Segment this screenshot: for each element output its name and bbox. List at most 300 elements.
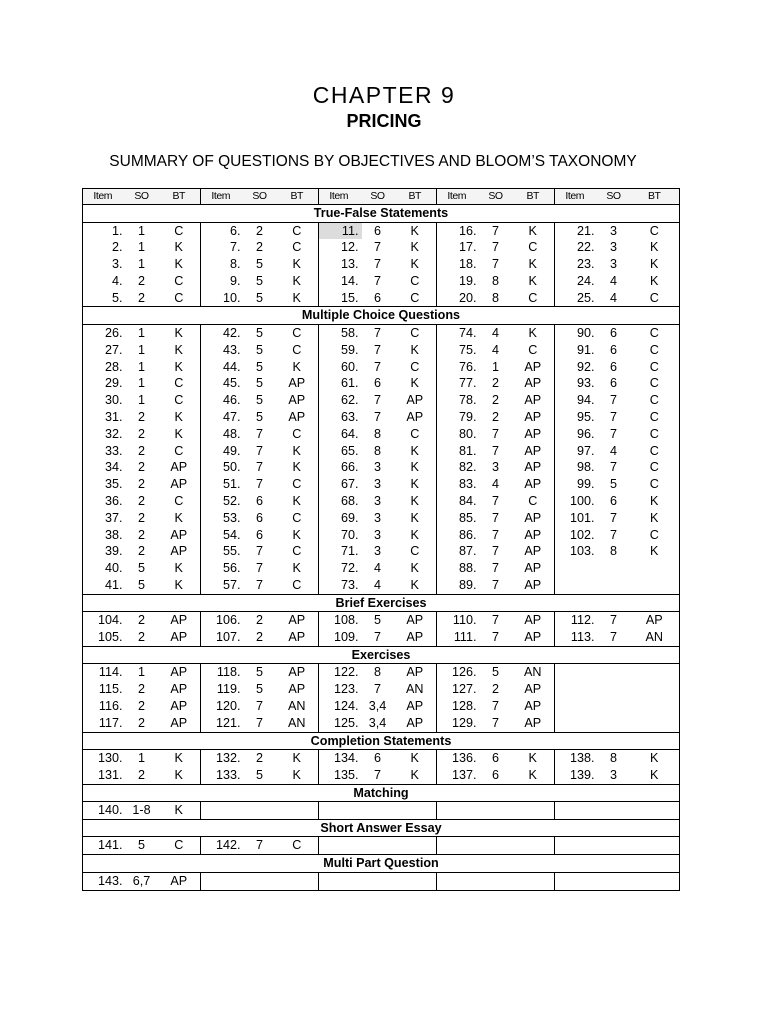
blooms-level: K — [158, 256, 201, 273]
study-objective: 5 — [255, 359, 263, 374]
study-objective: 2 — [137, 493, 145, 508]
study-objective: 3,4 — [368, 698, 387, 713]
study-objective: 8 — [491, 273, 499, 288]
blooms-level: K — [394, 527, 437, 544]
item-number — [555, 802, 598, 820]
section-title-row — [83, 819, 680, 837]
item-number — [201, 802, 244, 820]
table-row — [83, 767, 680, 784]
study-objective: 2 — [255, 751, 263, 766]
item-number: 80. — [437, 426, 480, 443]
item-number: 79. — [437, 409, 480, 426]
study-objective: 6 — [609, 359, 617, 374]
study-objective: 7 — [598, 629, 630, 646]
study-objective: 7 — [480, 715, 512, 732]
item-number: 63. — [319, 409, 362, 426]
blooms-level: C — [276, 222, 319, 239]
blooms-level — [630, 872, 680, 890]
item-number: 137. — [437, 767, 480, 784]
blooms-level: K — [276, 493, 319, 510]
table-row — [83, 664, 680, 681]
item-number: 15. — [319, 290, 362, 307]
objectives-taxonomy-table — [82, 188, 680, 891]
item-number: 120. — [201, 698, 244, 715]
study-objective: 2 — [255, 223, 263, 238]
study-objective: 4 — [598, 290, 630, 307]
study-objective: 7 — [609, 527, 617, 542]
item-number: 31. — [83, 409, 126, 426]
blooms-level: C — [512, 239, 555, 256]
blooms-level: C — [512, 290, 555, 307]
blooms-level: AP — [276, 375, 319, 392]
blooms-level: C — [276, 510, 319, 527]
study-objective: 2 — [491, 409, 499, 424]
study-objective: 2 — [255, 613, 263, 628]
blooms-level: C — [158, 493, 201, 510]
study-objective: 3 — [373, 510, 381, 525]
study-objective: 5 — [609, 477, 617, 492]
item-number: 132. — [201, 750, 244, 767]
blooms-level: K — [630, 493, 680, 510]
study-objective: 7 — [373, 240, 381, 255]
blooms-level: AP — [276, 612, 319, 629]
blooms-level: AP — [512, 359, 555, 376]
study-objective: 7 — [491, 561, 499, 576]
blooms-level: K — [394, 342, 437, 359]
table-row — [83, 715, 680, 732]
item-number: 60. — [319, 359, 362, 376]
study-objective — [598, 664, 630, 681]
blooms-level — [512, 872, 555, 890]
blooms-level: C — [276, 577, 319, 594]
study-objective: 3 — [373, 544, 381, 559]
item-number: 57. — [201, 577, 244, 594]
study-objective — [598, 577, 630, 594]
item-number: 10. — [201, 290, 244, 307]
table-row — [83, 409, 680, 426]
item-number: 139. — [555, 767, 598, 784]
study-objective: 5 — [255, 665, 263, 680]
item-number: 69. — [319, 510, 362, 527]
blooms-level: K — [512, 256, 555, 273]
study-objective: 5 — [244, 767, 276, 784]
table-row — [83, 256, 680, 273]
item-number: 111. — [437, 629, 480, 646]
item-number — [437, 837, 480, 855]
item-number: 7. — [201, 239, 244, 256]
blooms-level: AP — [276, 392, 319, 409]
study-objective: 4 — [491, 325, 499, 340]
blooms-level: K — [158, 342, 201, 359]
item-number: 110. — [437, 612, 480, 629]
blooms-level — [630, 837, 680, 855]
item-number — [555, 560, 598, 577]
study-objective: 7 — [491, 493, 499, 508]
item-number: 21. — [555, 222, 598, 239]
study-objective: 2 — [137, 544, 145, 559]
blooms-level: AP — [394, 698, 437, 715]
study-objective: 7 — [491, 613, 499, 628]
column-header-item: Item — [83, 189, 126, 205]
study-objective: 7 — [255, 698, 263, 713]
study-objective: 5 — [255, 257, 263, 272]
item-number: 117. — [83, 715, 126, 732]
study-objective: 6,7 — [126, 872, 158, 890]
study-objective: 7 — [255, 443, 263, 458]
study-objective — [362, 802, 394, 820]
item-number: 97. — [555, 443, 598, 460]
item-number: 114. — [83, 664, 126, 681]
blooms-level — [276, 872, 319, 890]
study-objective: 4 — [362, 577, 394, 594]
blooms-level: AN — [394, 681, 437, 698]
item-number: 71. — [319, 543, 362, 560]
study-objective: 2 — [126, 290, 158, 307]
study-objective: 5 — [255, 682, 263, 697]
table-row — [83, 612, 680, 629]
blooms-level: C — [158, 837, 201, 855]
study-objective: 6 — [609, 325, 617, 340]
blooms-level: K — [276, 273, 319, 290]
item-number: 130. — [83, 750, 126, 767]
study-objective: 7 — [609, 393, 617, 408]
blooms-level: AP — [394, 715, 437, 732]
blooms-level: AP — [512, 375, 555, 392]
study-objective: 7 — [362, 629, 394, 646]
study-objective: 2 — [491, 393, 499, 408]
blooms-level — [394, 872, 437, 890]
item-number: 81. — [437, 443, 480, 460]
blooms-level: AP — [276, 664, 319, 681]
item-number: 45. — [201, 375, 244, 392]
study-objective: 5 — [137, 561, 145, 576]
item-number: 48. — [201, 426, 244, 443]
study-objective: 1 — [137, 665, 145, 680]
blooms-level: K — [276, 443, 319, 460]
study-objective: 1 — [137, 342, 145, 357]
blooms-level: AP — [158, 543, 201, 560]
blooms-level: C — [630, 426, 680, 443]
item-number: 30. — [83, 392, 126, 409]
blooms-level: C — [512, 493, 555, 510]
study-objective: 3 — [491, 460, 499, 475]
table-row — [83, 493, 680, 510]
table-row — [83, 273, 680, 290]
section-title-row — [83, 594, 680, 612]
item-number: 8. — [201, 256, 244, 273]
item-number: 122. — [319, 664, 362, 681]
item-number: 67. — [319, 476, 362, 493]
item-number: 51. — [201, 476, 244, 493]
item-number: 121. — [201, 715, 244, 732]
study-objective: 7 — [255, 477, 263, 492]
blooms-level: K — [158, 750, 201, 767]
blooms-level: K — [512, 750, 555, 767]
study-objective: 1 — [137, 359, 145, 374]
blooms-level: K — [158, 767, 201, 784]
table-row — [83, 802, 680, 820]
study-objective: 7 — [373, 359, 381, 374]
chapter-title: PRICING — [346, 111, 422, 131]
blooms-level: K — [394, 222, 437, 239]
blooms-level: AP — [158, 664, 201, 681]
item-number: 41. — [83, 577, 126, 594]
blooms-level: K — [394, 476, 437, 493]
section-title-row — [83, 646, 680, 664]
item-number: 141. — [83, 837, 126, 855]
item-number: 43. — [201, 342, 244, 359]
study-objective: 1 — [491, 359, 499, 374]
item-number: 100. — [555, 493, 598, 510]
study-objective: 6 — [362, 290, 394, 307]
blooms-level: AP — [158, 476, 201, 493]
table-row — [83, 629, 680, 646]
item-number: 1. — [83, 222, 126, 239]
blooms-level: AP — [512, 543, 555, 560]
blooms-level: C — [630, 527, 680, 544]
study-objective: 6 — [373, 223, 381, 238]
study-objective: 7 — [373, 257, 381, 272]
item-number: 113. — [555, 629, 598, 646]
blooms-level: C — [630, 375, 680, 392]
item-number: 23. — [555, 256, 598, 273]
chapter-heading: CHAPTER 9 — [312, 82, 456, 108]
study-objective: 7 — [373, 325, 381, 340]
blooms-level: AP — [276, 409, 319, 426]
study-objective — [598, 560, 630, 577]
blooms-level — [512, 802, 555, 820]
item-number: 74. — [437, 324, 480, 341]
item-number: 37. — [83, 510, 126, 527]
study-objective: 3 — [598, 767, 630, 784]
study-objective: 7 — [480, 629, 512, 646]
item-number: 93. — [555, 375, 598, 392]
blooms-level: K — [158, 802, 201, 820]
study-objective: 8 — [373, 426, 381, 441]
blooms-level: AN — [630, 629, 680, 646]
blooms-level: AP — [158, 612, 201, 629]
blooms-level: K — [512, 324, 555, 341]
blooms-level: AP — [394, 612, 437, 629]
blooms-level: AP — [512, 577, 555, 594]
section-title: Matching — [83, 784, 680, 802]
column-header-bt: BT — [158, 189, 201, 205]
blooms-level: AN — [276, 698, 319, 715]
blooms-level: C — [276, 543, 319, 560]
blooms-level: K — [512, 767, 555, 784]
study-objective: 7 — [255, 460, 263, 475]
blooms-level: AP — [512, 409, 555, 426]
blooms-level: C — [630, 359, 680, 376]
study-objective: 4 — [373, 561, 381, 576]
item-number: 86. — [437, 527, 480, 544]
study-objective: 3 — [609, 223, 617, 238]
table-row — [83, 290, 680, 307]
blooms-level — [512, 837, 555, 855]
section-title: Multiple Choice Questions — [83, 307, 680, 325]
blooms-level: AP — [512, 715, 555, 732]
study-objective: 6 — [255, 527, 263, 542]
study-objective: 7 — [373, 273, 381, 288]
blooms-level: K — [630, 239, 680, 256]
blooms-level: AP — [158, 872, 201, 890]
item-number: 124. — [319, 698, 362, 715]
study-objective: 3 — [373, 477, 381, 492]
study-objective: 2 — [244, 629, 276, 646]
study-objective — [362, 837, 394, 855]
item-number: 32. — [83, 426, 126, 443]
blooms-level: K — [158, 577, 201, 594]
blooms-level: K — [630, 767, 680, 784]
item-number: 134. — [319, 750, 362, 767]
item-number — [555, 664, 598, 681]
item-number: 104. — [83, 612, 126, 629]
study-objective: 2 — [137, 426, 145, 441]
column-header-item: Item — [319, 189, 362, 205]
item-number: 84. — [437, 493, 480, 510]
study-objective: 5 — [255, 273, 263, 288]
table-row — [83, 476, 680, 493]
item-number: 96. — [555, 426, 598, 443]
study-objective: 3 — [609, 240, 617, 255]
study-objective: 8 — [373, 443, 381, 458]
item-number: 108. — [319, 612, 362, 629]
study-objective: 5 — [491, 665, 499, 680]
item-number: 103. — [555, 543, 598, 560]
blooms-level: K — [630, 273, 680, 290]
item-number: 14. — [319, 273, 362, 290]
item-number — [555, 872, 598, 890]
item-number: 11. — [319, 222, 362, 239]
study-objective: 2 — [126, 767, 158, 784]
blooms-level: K — [394, 375, 437, 392]
blooms-level: K — [276, 750, 319, 767]
item-number: 39. — [83, 543, 126, 560]
study-objective — [244, 872, 276, 890]
study-objective: 1 — [137, 325, 145, 340]
item-number: 98. — [555, 459, 598, 476]
study-objective — [480, 802, 512, 820]
study-objective: 2 — [137, 443, 145, 458]
study-objective: 6 — [255, 493, 263, 508]
blooms-level: C — [158, 290, 201, 307]
blooms-level: AP — [512, 681, 555, 698]
blooms-level: K — [158, 426, 201, 443]
blooms-level: C — [276, 342, 319, 359]
blooms-level: AP — [512, 612, 555, 629]
item-number — [319, 872, 362, 890]
blooms-level: AP — [394, 664, 437, 681]
study-objective: 2 — [137, 527, 145, 542]
study-objective — [598, 681, 630, 698]
section-title: Short Answer Essay — [83, 819, 680, 837]
study-objective: 5 — [255, 325, 263, 340]
item-number: 129. — [437, 715, 480, 732]
blooms-level — [630, 664, 680, 681]
blooms-level: C — [630, 222, 680, 239]
blooms-level: C — [630, 392, 680, 409]
study-objective: 2 — [137, 273, 145, 288]
blooms-level: C — [158, 273, 201, 290]
blooms-level: K — [158, 239, 201, 256]
study-objective: 1-8 — [126, 802, 158, 820]
study-objective: 6 — [373, 751, 381, 766]
blooms-level: K — [630, 543, 680, 560]
blooms-level: C — [512, 342, 555, 359]
item-number: 99. — [555, 476, 598, 493]
blooms-level: C — [394, 426, 437, 443]
table-row — [83, 577, 680, 594]
blooms-level: K — [158, 510, 201, 527]
table-row — [83, 239, 680, 256]
study-objective: 7 — [609, 426, 617, 441]
item-number: 34. — [83, 459, 126, 476]
blooms-level: K — [276, 256, 319, 273]
study-objective: 7 — [255, 561, 263, 576]
study-objective: 7 — [609, 510, 617, 525]
item-number: 20. — [437, 290, 480, 307]
item-number: 115. — [83, 681, 126, 698]
blooms-level: AP — [512, 392, 555, 409]
blooms-level: K — [276, 359, 319, 376]
table-row — [83, 459, 680, 476]
study-objective: 5 — [244, 290, 276, 307]
blooms-level: K — [158, 359, 201, 376]
blooms-level — [276, 802, 319, 820]
item-number: 3. — [83, 256, 126, 273]
study-objective: 5 — [255, 393, 263, 408]
blooms-level: C — [158, 222, 201, 239]
item-number: 49. — [201, 443, 244, 460]
item-number — [555, 837, 598, 855]
column-header-bt: BT — [512, 189, 555, 205]
item-number: 53. — [201, 510, 244, 527]
blooms-level: AP — [512, 510, 555, 527]
item-number: 62. — [319, 392, 362, 409]
study-objective — [598, 698, 630, 715]
item-number: 27. — [83, 342, 126, 359]
column-header-item: Item — [201, 189, 244, 205]
study-objective: 7 — [491, 223, 499, 238]
blooms-level — [394, 837, 437, 855]
item-number: 101. — [555, 510, 598, 527]
study-objective — [244, 802, 276, 820]
item-number: 28. — [83, 359, 126, 376]
item-number: 107. — [201, 629, 244, 646]
blooms-level: K — [630, 256, 680, 273]
blooms-level: C — [630, 342, 680, 359]
item-number: 142. — [201, 837, 244, 855]
item-number — [555, 577, 598, 594]
item-number — [201, 872, 244, 890]
study-objective: 8 — [373, 665, 381, 680]
table-row — [83, 342, 680, 359]
item-number: 68. — [319, 493, 362, 510]
study-objective: 1 — [137, 393, 145, 408]
blooms-level: K — [276, 459, 319, 476]
item-number: 138. — [555, 750, 598, 767]
study-objective: 7 — [373, 409, 381, 424]
item-number: 87. — [437, 543, 480, 560]
item-number: 46. — [201, 392, 244, 409]
column-header-bt: BT — [276, 189, 319, 205]
section-title-row — [83, 732, 680, 750]
blooms-level: C — [276, 837, 319, 855]
study-objective: 8 — [609, 751, 617, 766]
study-objective — [480, 837, 512, 855]
study-objective: 2 — [137, 460, 145, 475]
study-objective: 7 — [491, 240, 499, 255]
